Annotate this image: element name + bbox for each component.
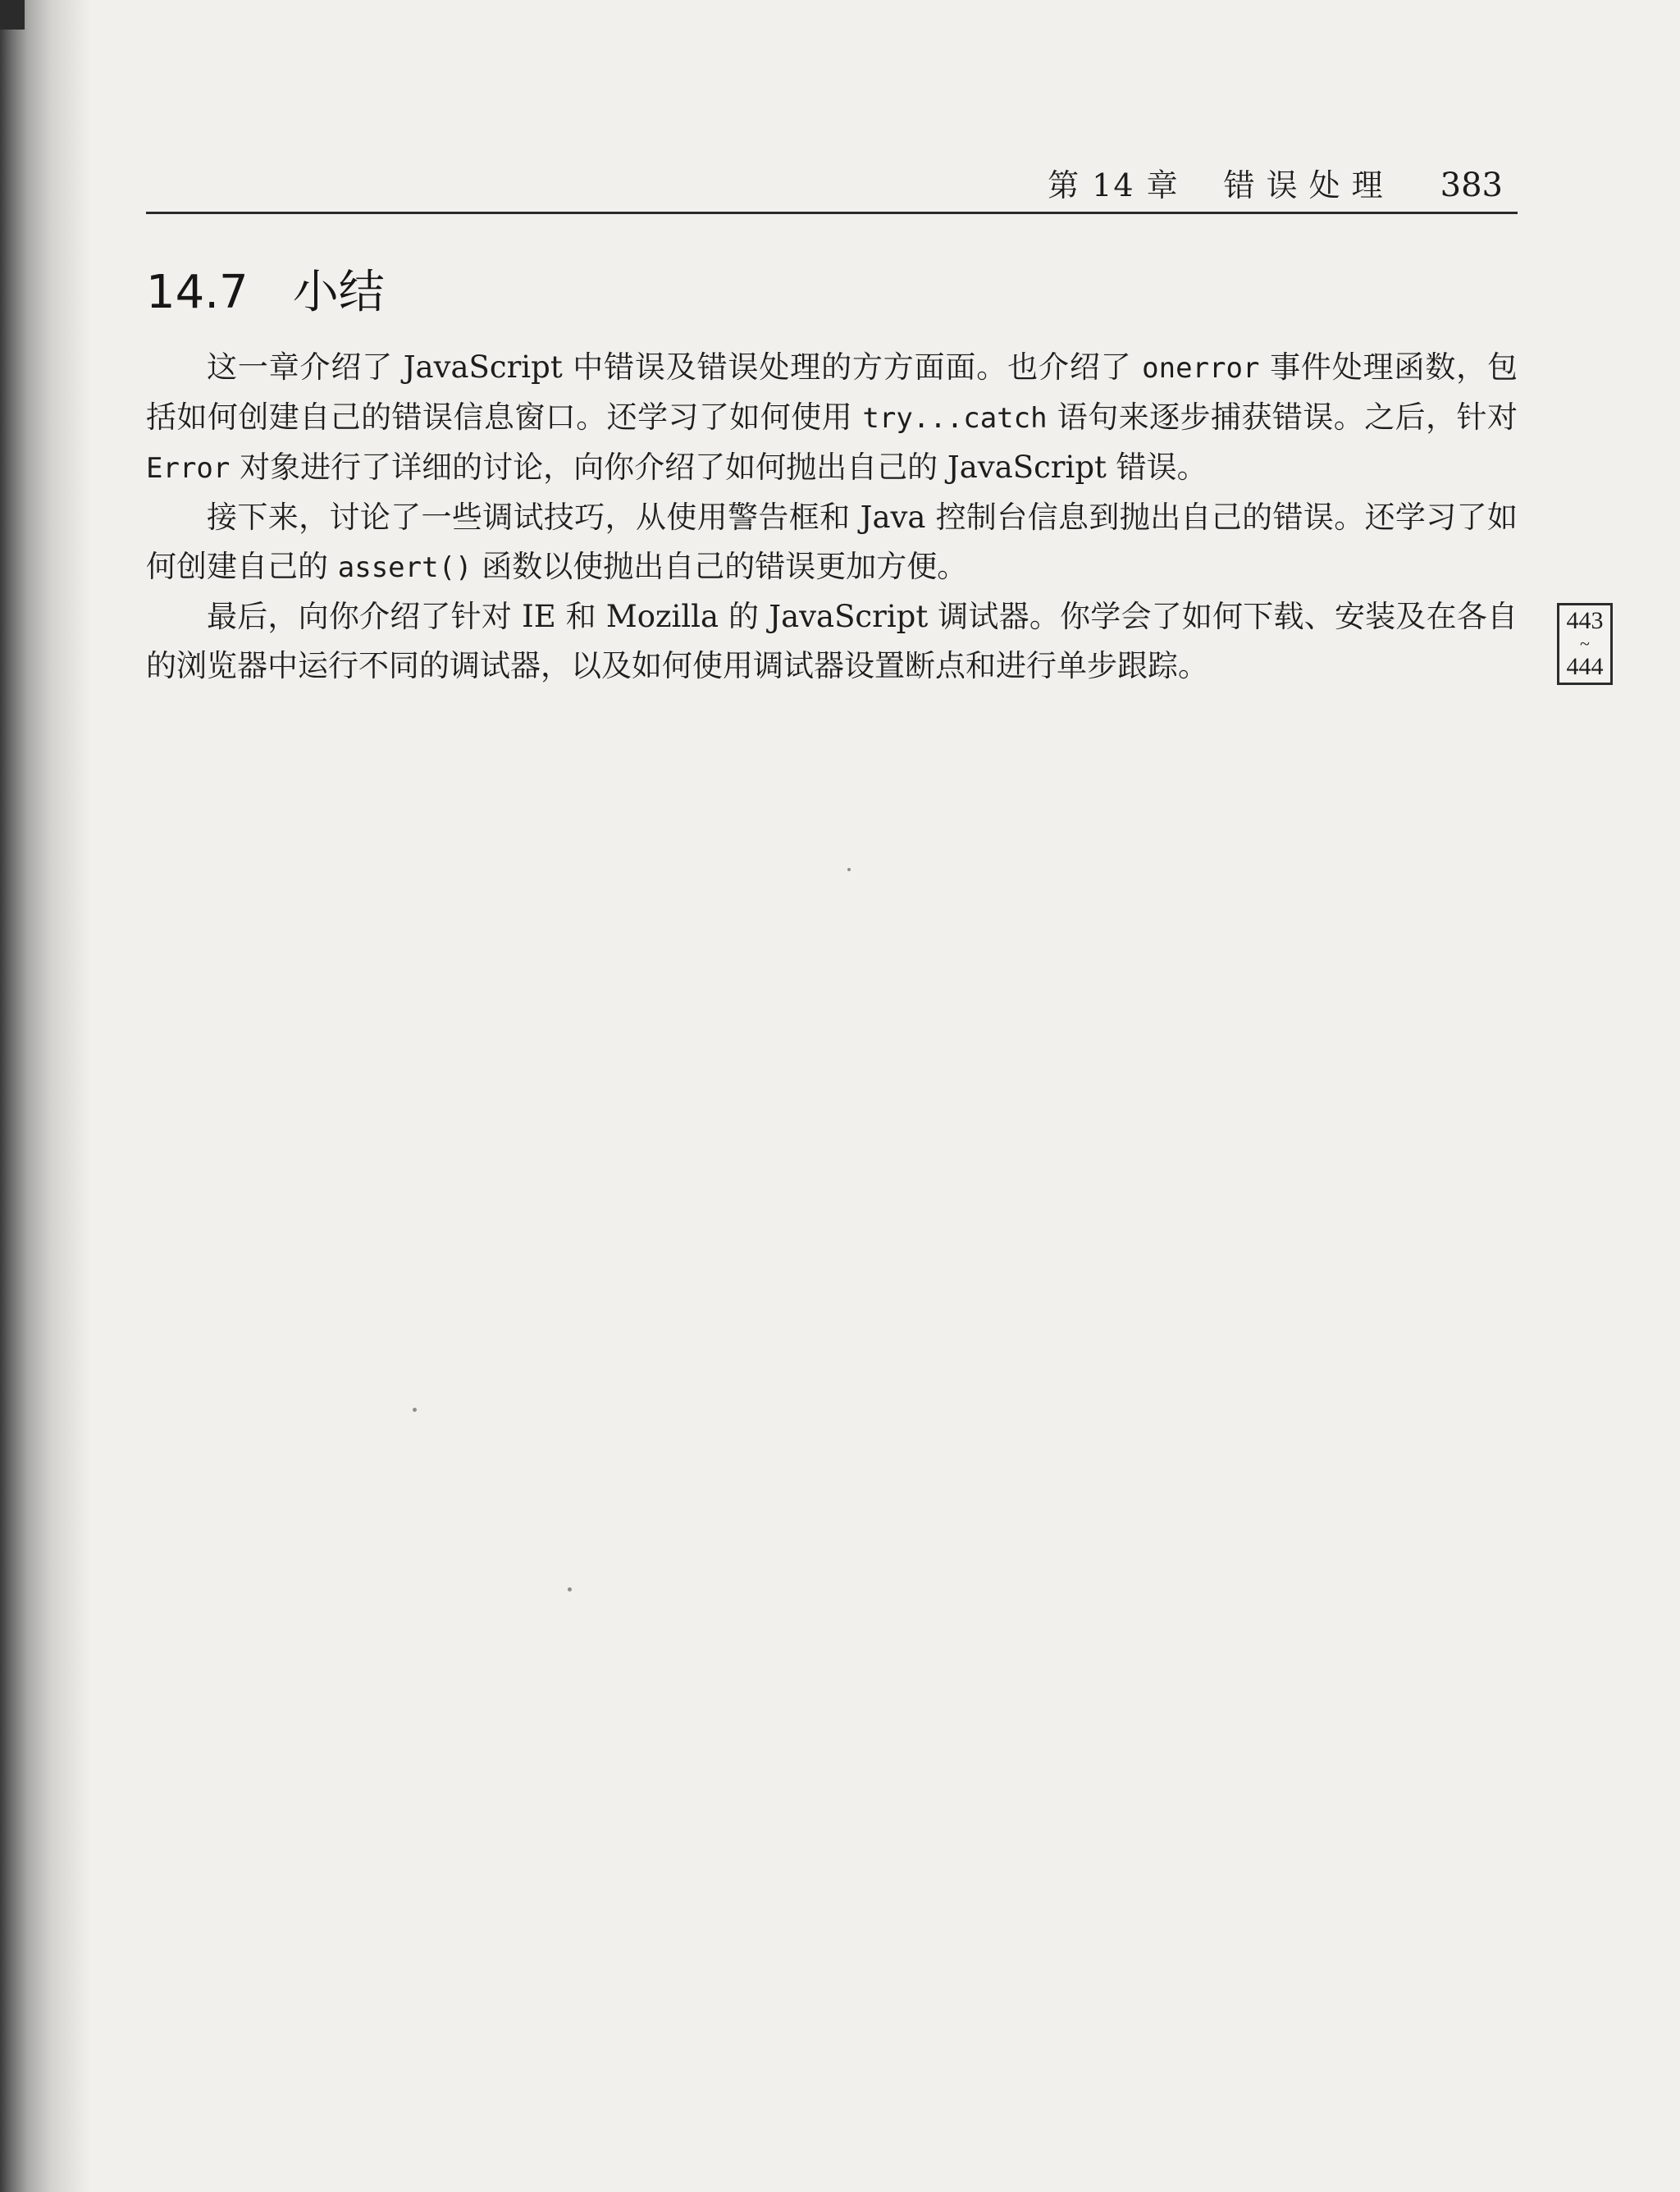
ref-page-end: 444 xyxy=(1566,653,1604,680)
code-error: Error xyxy=(146,452,231,485)
code-try-catch: try...catch xyxy=(862,402,1048,435)
scan-speck xyxy=(568,1587,572,1591)
header-right xyxy=(1048,160,1503,205)
original-page-reference xyxy=(1557,603,1613,685)
page-spine-shadow xyxy=(0,0,90,2192)
code-onerror: onerror xyxy=(1142,352,1260,385)
chapter-label: 第 14 章 xyxy=(1048,167,1180,203)
page-number: 383 xyxy=(1440,167,1503,204)
section-title: 小结 xyxy=(292,266,385,319)
text-run: 语句来逐步捕获错误。之后，针对 xyxy=(1047,400,1518,435)
scan-speck xyxy=(413,1408,417,1412)
ref-separator: ~ xyxy=(1580,633,1590,654)
paragraph xyxy=(146,592,1518,691)
code-assert: assert() xyxy=(337,551,472,584)
ref-page-start: 443 xyxy=(1566,607,1604,634)
running-header xyxy=(146,161,1518,214)
paragraph xyxy=(146,343,1518,493)
chapter-title: 错误处理 xyxy=(1223,167,1395,203)
scan-speck xyxy=(847,868,851,871)
text-run: 函数以使抛出自己的错误更加方便。 xyxy=(472,549,968,584)
summary-body xyxy=(146,343,1518,691)
section-number: 14.7 xyxy=(146,266,249,319)
scan-corner xyxy=(0,0,25,30)
text-run: 接下来，讨论了一些调试技巧，从使用警告框和 Java 控制台信息到抛出自己的错误。还学习了如何创建自己的 xyxy=(146,500,1518,584)
text-run: 最后，向你介绍了针对 IE 和 Mozilla 的 JavaScript 调试器。你学会了如何下载、安装及在各自的浏览器中运行不同的调试器，以及如何使用调试器设置断点和进行单步跟踪。 xyxy=(146,599,1518,683)
paragraph xyxy=(146,493,1518,592)
section-heading xyxy=(146,256,385,322)
text-run: 事件处理函数，包括如何创建自己的错误信息窗口。还学习了如何使用 xyxy=(146,349,1518,435)
text-run: 这一章介绍了 JavaScript 中错误及错误处理的方方面面。也介绍了 xyxy=(207,349,1143,385)
text-run: 对象进行了详细的讨论，向你介绍了如何抛出自己的 JavaScript 错误。 xyxy=(230,450,1208,485)
